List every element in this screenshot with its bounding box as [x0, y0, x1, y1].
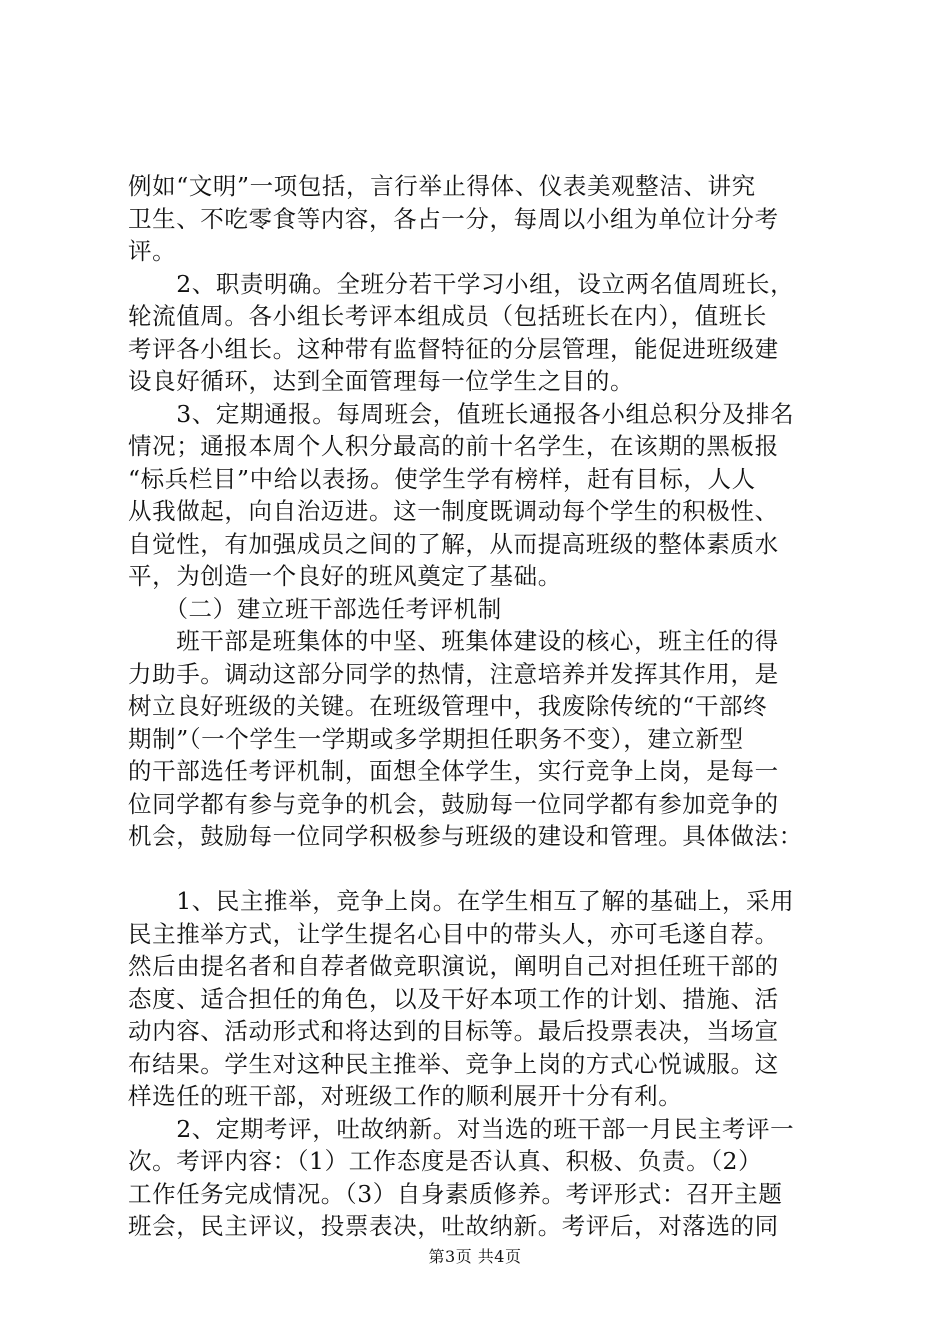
text-line — [128, 853, 828, 886]
text-line: 从我做起，向自治迈进。这一制度既调动每个学生的积极性、 — [128, 497, 779, 525]
text-line: （二）建立班干部选任考评机制 — [128, 594, 502, 623]
text-line: 工作任务完成情况。（3）自身素质修养。考评形式：召开主题 — [128, 1179, 783, 1208]
text-line: 样选任的班干部，对班级工作的顺利展开十分有利。 — [128, 1082, 683, 1110]
text-line: 力助手。调动这部分同学的热情，注意培养并发挥其作用，是 — [128, 659, 779, 688]
text-line: 的干部选任考评机制，面想全体学生，实行竞争上岗，是每一 — [128, 757, 779, 785]
text-line: 3、定期通报。每周班会，值班长通报各小组总积分及排名 — [128, 399, 795, 428]
text-line: 布结果。学生对这种民主推举、竞争上岗的方式心悦诚服。这 — [128, 1049, 779, 1078]
text-line: 例如“文明”一项包括，言行举止得体、仪表美观整洁、讲究 — [128, 172, 756, 200]
text-line: 1、民主推举，竞争上岗。在学生相互了解的基础上，采用 — [128, 887, 795, 915]
text-line: 自觉性，有加强成员之间的了解，从而提高班级的整体素质水 — [128, 529, 779, 558]
text-line: 卫生、不吃零食等内容，各占一分，每周以小组为单位计分考 — [128, 204, 779, 233]
page-footer: 第3页 共4页 — [428, 1247, 522, 1266]
text-line: 然后由提名者和自荐者做竞职演说，阐明自己对担任班干部的 — [128, 952, 779, 980]
text-line: 评。 — [128, 237, 177, 265]
text-line: 2、定期考评，吐故纳新。对当选的班干部一月民主考评一 — [128, 1114, 795, 1143]
text-line: 轮流值周。各小组长考评本组成员（包括班长在内），值班长 — [128, 302, 767, 330]
text-line: 次。考评内容：（1）工作态度是否认真、积极、负责。（2） — [128, 1147, 763, 1175]
text-line: 班会，民主评议，投票表决，吐故纳新。考评后，对落选的同 — [128, 1212, 779, 1240]
text-line: 2、职责明确。全班分若干学习小组，设立两名值周班长， — [128, 269, 795, 298]
document-body — [128, 170, 828, 1243]
text-line: 机会，鼓励每一位同学积极参与班级的建设和管理。具体做法： — [128, 822, 803, 850]
text-line: 树立良好班级的关键。在班级管理中，我废除传统的“干部终 — [128, 692, 768, 720]
text-line: 动内容、活动形式和将达到的目标等。最后投票表决，当场宣 — [128, 1017, 779, 1045]
text-line: 考评各小组长。这种带有监督特征的分层管理，能促进班级建 — [128, 334, 779, 363]
text-line: 态度、适合担任的角色，以及干好本项工作的计划、措施、活 — [128, 984, 779, 1013]
text-line: 期制”（一个学生一学期或多学期担任职务不变），建立新型 — [128, 724, 744, 753]
text-line: “标兵栏目”中给以表扬。使学生学有榜样，赶有目标，人人 — [128, 464, 756, 493]
text-line: 民主推举方式，让学生提名心目中的带头人，亦可毛遂自荐。 — [128, 919, 779, 948]
text-line: 情况；通报本周个人积分最高的前十名学生，在该期的黑板报 — [128, 432, 779, 460]
text-line: 设良好循环，达到全面管理每一位学生之目的。 — [128, 367, 635, 395]
text-line: 班干部是班集体的中坚、班集体建设的核心，班主任的得 — [128, 627, 779, 655]
text-line: 平，为创造一个良好的班风奠定了基础。 — [128, 562, 562, 590]
text-line: 位同学都有参与竞争的机会，鼓励每一位同学都有参加竞争的 — [128, 789, 779, 818]
